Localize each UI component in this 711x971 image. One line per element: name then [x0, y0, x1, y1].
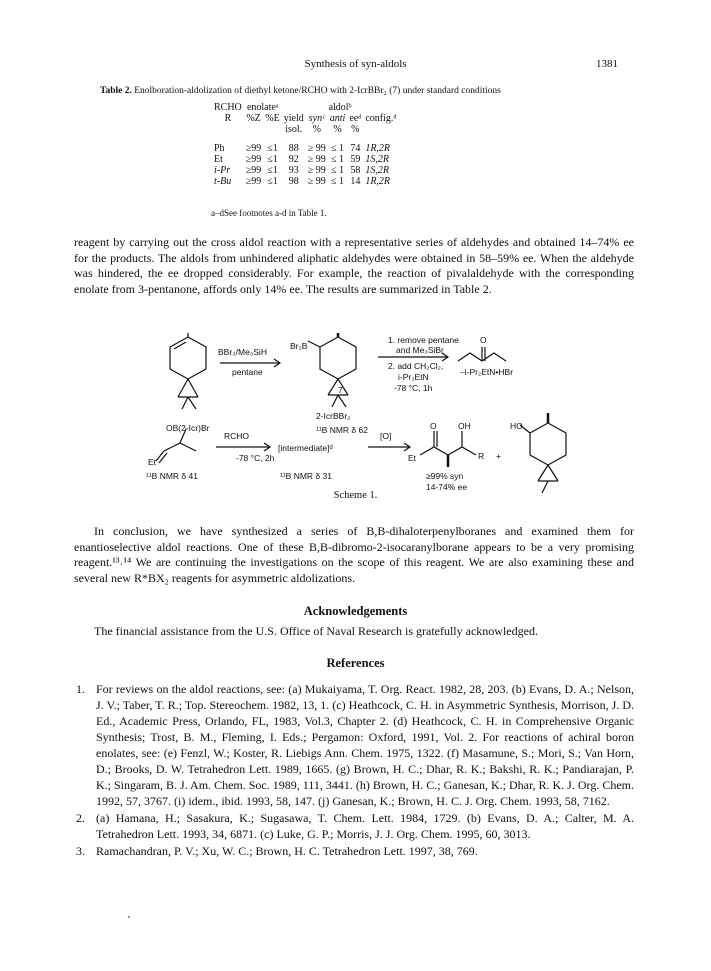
cell-ee: 14 [350, 176, 361, 187]
col-syn-pct: % [312, 124, 321, 135]
product-et: Et [408, 453, 417, 463]
reference-item [74, 843, 634, 859]
nmr-label: ¹¹B NMR δ 62 [316, 425, 368, 435]
cell-syn: ≥ 99 [307, 154, 326, 165]
enolate [164, 443, 196, 451]
cell-ee: 74 [350, 143, 361, 154]
byproduct-label: –i-Pr₂EtN•HBr [460, 367, 514, 377]
oxidation-label: [O] [380, 431, 392, 441]
col-ee: eeᵈ [349, 113, 362, 124]
cell-z: ≥99 [245, 143, 262, 154]
col-yield: yield [283, 113, 304, 124]
cell-e: ≤1 [267, 165, 278, 176]
product-oh: OH [458, 421, 471, 431]
aldol-product [420, 447, 476, 455]
cell-yield: 92 [288, 154, 299, 165]
results-table [212, 102, 398, 187]
cell-yield: 88 [288, 143, 299, 154]
cell-yield: 93 [288, 165, 299, 176]
cell-z: ≥99 [245, 165, 262, 176]
col-e: %E [265, 113, 280, 124]
enolate-label: OB(2-Icr)Br [166, 423, 210, 433]
cell-syn: ≥ 99 [307, 143, 326, 154]
col-enolate: enolateᵃ [246, 102, 279, 113]
cell-syn: ≥ 99 [307, 176, 326, 187]
table-label: Table 2. [100, 86, 132, 96]
scan-speck [128, 916, 130, 918]
scheme-caption: Scheme 1. [333, 490, 378, 501]
cell-config: 1S,2R [365, 165, 389, 176]
step-label: -78 °C, 1h [394, 383, 433, 393]
table-header-row [212, 113, 398, 124]
cell-anti: ≤ 1 [331, 165, 345, 176]
table-footnote: a–dSee footnotes a-d in Table 1. [211, 208, 327, 218]
table-row [212, 176, 398, 187]
compound-number: 7 [338, 385, 343, 395]
step-label: and Me₃SiBr [396, 345, 444, 355]
cell-syn: ≥ 99 [307, 165, 326, 176]
step-label: 2. add CH₂Cl₂, [388, 361, 444, 371]
borane-ring [320, 337, 356, 379]
cell-anti: ≤ 1 [331, 154, 345, 165]
references-list [74, 681, 634, 860]
references-heading: References [326, 656, 385, 670]
step-label: i-Pr₂EtN [398, 372, 429, 382]
cell-anti: ≤ 1 [331, 176, 345, 187]
body-paragraph: reagent by carrying out the cross aldol reaction with a representative series of aldehydes and obtained 14–74% ee for the products. The aldols from unhindered aliphatic aldehydes were obtained in 58–59% ee. When the aldehyde was hindered, the ee dropped considerably. For example, the reaction of pivalaldehyde with the corresponding enolate from 3-pentanone, affords only 14% ee. The results are summarized in Table 2. [74, 235, 634, 296]
col-isol: isol. [285, 124, 303, 135]
reference-number: 1. [76, 682, 85, 696]
col-config: config.ᵈ [365, 113, 397, 124]
product-o: O [430, 421, 437, 431]
nmr-label: ¹¹B NMR δ 31 [280, 471, 332, 481]
cell-e: ≤1 [267, 154, 278, 165]
running-head [0, 58, 711, 74]
table-header-row [212, 102, 398, 113]
carene-ring [170, 337, 206, 379]
plus-sign: + [496, 451, 501, 461]
cell-config: 1S,2R [365, 154, 389, 165]
hydroxyl-label: HO [510, 421, 523, 431]
col-z: %Z [246, 113, 261, 124]
reagent-label: BBr₃/Me₃SiH [218, 347, 267, 357]
conclusion-paragraph: In conclusion, we have synthesized a series of B,B-dihaloterpenylboranes and examined them for enantioselective aldol reactions. One of these B,B-dibromo-2-isocaranylborane appears to be a very promising reagent.¹³˒¹⁴ We are continuing the investigations on the scope of this reagent. We are also examining these and several new R*BX₂ reagents for asymmetric aldolizations. [74, 524, 634, 585]
cell-r: i-Pr [214, 165, 231, 176]
cell-r: Ph [214, 143, 225, 154]
cell-z: ≥99 [245, 176, 262, 187]
reference-number: 2. [76, 811, 85, 825]
cell-ee: 59 [350, 154, 361, 165]
ee-result: 14-74% ee [426, 482, 468, 492]
condition-label: -78 °C, 2h [236, 453, 275, 463]
running-title: Synthesis of syn-aldols [304, 58, 407, 70]
table-row [212, 154, 398, 165]
col-r: R [224, 113, 232, 124]
cell-e: ≤1 [267, 176, 278, 187]
cell-r: t-Bu [214, 176, 232, 187]
reaction-scheme [140, 333, 600, 498]
solvent-label: pentane [232, 367, 263, 377]
cell-config: 1R,2R [365, 143, 391, 154]
col-syn: synᶜ [308, 113, 325, 124]
cell-anti: ≤ 1 [331, 143, 345, 154]
cell-config: 1R,2R [365, 176, 391, 187]
aldehyde-label: RCHO [224, 431, 250, 441]
col-rcho: RCHO [214, 102, 242, 113]
cell-r: Et [214, 154, 223, 165]
nmr-label: ¹¹B NMR δ 41 [146, 471, 198, 481]
compound-name: 2-IcrBBr₂ [316, 411, 351, 421]
ethyl-label: Et [148, 457, 157, 467]
syn-result: ≥99% syn [426, 471, 464, 481]
acknowledgements-heading: Acknowledgements [303, 604, 408, 618]
reference-text: Ramachandran, P. V.; Xu, W. C.; Brown, H. C. Tetrahedron Lett. 1997, 38, 769. [96, 844, 478, 858]
step-label: 1. remove pentane [388, 335, 459, 345]
product-r: R [478, 451, 485, 461]
reference-text: For reviews on the aldol reactions, see: (a) Mukaiyama, T. Org. React. 1982, 28, 203. (b) Evans, D. A.; Nelson, J. V.; Taber, T. R.; Top. Stereochem. 1982, 13, 1. (c) Heathcock, C. H. in Asymmetric Synthesis, Morrison, J. D. Ed., Academic Press, Orlando, FL, 1983, Vol.3, Chapter 2. (d) Heathcock, C. H. in Comprehensive Organic Synthesis; Trost, B. M., Fleming, I. Eds.; Pergamon: Oxford, 1991, Vol. 2. For reactions of achiral boron enolates, see: (e) Fenzl, W.; Koster, R. Liebigs Ann. Chem. 1975, 1322. (f) Masamune, S.; Mori, S.; Van Horn, D.; Brooks, D. W. Tetrahedron Lett. 1989, 1665. (g) Brown, H. C.; Dhar, R. K.; Bakshi, R. K.; Pandiarajan, P. K.; Singaram, B. J. Am. Chem. Soc. 1989, 111, 3441. (h) Brown, H. C.; Ganesan, K.; Dhar, R. K. J. Org. Chem. 1992, 57, 3767. (i) idem., ibid. 1993, 58, 147. (j) Ganesan, K.; Brown, H. C. J. Org. Chem. 1993, 58, 7162. [96, 682, 634, 808]
table-caption [100, 86, 630, 96]
acknowledgements-text: The financial assistance from the U.S. Office of Naval Research is gratefully acknowledged. [94, 624, 538, 638]
table-header-row [212, 124, 398, 135]
col-anti-pct: % [333, 124, 342, 135]
br2b-label: Br₂B [290, 341, 308, 351]
cell-ee: 58 [350, 165, 361, 176]
reference-text: (a) Hamana, H.; Sasakura, K.; Sugasawa, T. Chem. Lett. 1984, 1729. (b) Evans, D. A.; Calter, M. A. Tetrahedron Lett. 1993, 34, 6871. (c) Luke, G. P.; Morris, J. J. Org. Chem. 1995, 60, 3013. [96, 811, 634, 841]
cell-e: ≤1 [267, 143, 278, 154]
col-aldol: aldolᵇ [328, 102, 352, 113]
reference-number: 3. [76, 844, 85, 858]
col-anti: anti [329, 113, 346, 124]
intermediate-label: [intermediate]ᵈ [278, 443, 333, 453]
col-ee-pct: % [351, 124, 360, 135]
page-number: 1381 [596, 58, 618, 70]
cell-yield: 98 [288, 176, 299, 187]
cell-z: ≥99 [245, 154, 262, 165]
carbonyl-o: O [480, 335, 487, 345]
table-caption-text: Enolboration-aldolization of diethyl ketone/RCHO with 2-IcrBBr₂ (7) under standard conditions [134, 86, 501, 96]
isocaranol-ring [530, 423, 566, 465]
table-row [212, 143, 398, 154]
reference-item [74, 681, 634, 809]
reference-item [74, 810, 634, 842]
table-row [212, 165, 398, 176]
